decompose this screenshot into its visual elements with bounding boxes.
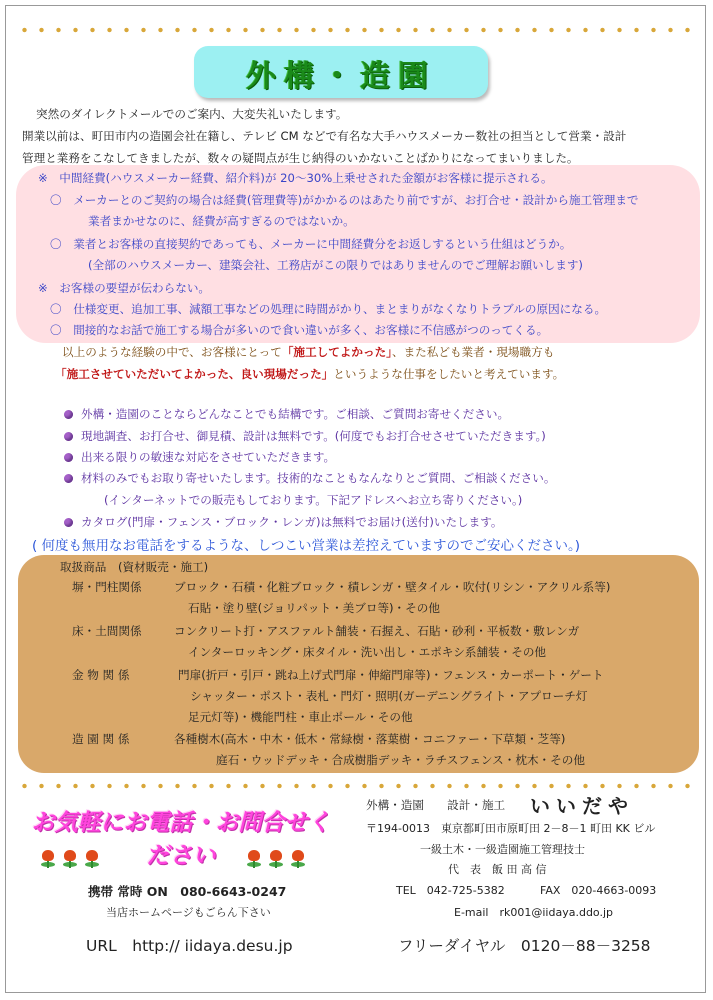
homepage-url[interactable]: URL http:// iidaya.desu.jp <box>86 937 293 955</box>
experience-quote-1: 「施工してよかった」 <box>281 345 392 359</box>
concern-1b: 〇 業者とお客様の直接契約であっても、メーカーに中間経費分をお返しするという仕組はどうか。 <box>50 237 572 251</box>
point-2-text: 現地調査、お打合せ、御見積、設計は無料です。(何度でもお打合せさせていただきます。) <box>81 429 546 443</box>
products-heading: 取扱商品 (資材販売・施工) <box>60 560 209 574</box>
experience-text-1c: 、また私ども業者・現場職方も <box>391 345 555 359</box>
bullet-icon <box>64 453 73 462</box>
top-dotted-border <box>16 26 698 34</box>
homepage-note: 当店ホームページもごらん下さい <box>106 906 271 919</box>
tulip-icon <box>290 850 306 872</box>
intro-line-1: 突然のダイレクトメールでのご案内、大変失礼いたします。 <box>36 107 348 121</box>
point-3 <box>64 447 335 467</box>
bullet-icon <box>64 518 73 527</box>
category-items: インターロッキング・床タイル・洗い出し・エポキシ系舗装・その他 <box>188 645 547 659</box>
tulip-decoration <box>40 850 330 872</box>
experience-line-1 <box>62 342 554 362</box>
category-items: 石貼・塗り壁(ジョリパット・美ブロ等)・その他 <box>188 601 440 615</box>
company-prefix: 外構・造園 設計・施工 <box>366 798 506 812</box>
intro-line-2: 開業以前は、町田市内の造園会社在籍し、テレビ CM などで有名な大手ハウスメーカー数社の担当として営業・設計 <box>22 129 627 143</box>
call-us-text: お気軽にお電話・お問合せください <box>31 810 331 869</box>
point-1 <box>64 404 509 424</box>
point-3-text: 出来る限りの敏速な対応をさせていただきます。 <box>81 450 336 464</box>
category-items: シャッター・ポスト・表札・門灯・照明(ガーデニングライト・アプローチ灯 <box>190 689 588 703</box>
representative: 代 表 飯 田 高 信 <box>448 863 547 876</box>
concern-1a: 〇 メーカーとのご契約の場合は経費(管理費等)がかかるのはあたり前ですが、お打合せ・設計から施工管理まで <box>50 193 639 207</box>
experience-text-2b: というような仕事をしたいと考えています。 <box>333 367 565 381</box>
tulip-icon <box>268 850 284 872</box>
freedial-number: フリーダイヤル 0120－88－3258 <box>398 937 651 955</box>
intro-line-3: 管理と業務をこなしてきましたが、数々の疑問点が生じ納得のいかないことばかりになってまいりました。 <box>22 151 579 165</box>
experience-line-2 <box>55 364 564 384</box>
concern-2a: 〇 仕様変更、追加工事、減額工事などの処理に時間がかり、まとまりがなくなりトラブルの原因になる。 <box>50 302 607 316</box>
tulip-icon <box>246 850 262 872</box>
category-label: 塀・門柱関係 <box>72 580 142 594</box>
tulip-icon <box>40 850 56 872</box>
call-us-banner <box>28 804 334 869</box>
tel-number: TEL 042-725-5382 <box>396 884 505 897</box>
category-label: 金 物 関 係 <box>72 668 130 682</box>
qualification: 一級土木・一級造園施工管理技士 <box>420 843 585 856</box>
point-4-text: 材料のみでもお取り寄せいたします。技術的なこともなんなりとご質問、ご相談ください。 <box>81 471 556 485</box>
mobile-phone: 携帯 常時 ON 080-6643-0247 <box>88 884 287 899</box>
tulip-icon <box>84 850 100 872</box>
concern-1b-note: (全部のハウスメーカー、建築会社、工務店がこの限りではありませんのでご理解お願いします) <box>88 258 583 272</box>
bullet-icon <box>64 474 73 483</box>
category-items: 庭石・ウッドデッキ・合成樹脂デッキ・ラチスフェンス・枕木・その他 <box>216 753 585 767</box>
fax-number: FAX 020-4663-0093 <box>540 884 657 897</box>
tulip-icon <box>62 850 78 872</box>
experience-quote-2: 「施工させていただいてよかった、良い現場だった」 <box>55 367 334 381</box>
category-items: 各種樹木(高木・中木・低木・常緑樹・落葉樹・コニファー・下草類・芝等) <box>174 732 566 746</box>
title-banner <box>194 46 488 98</box>
experience-text-1a: 以上のような経験の中で、お客様にとって <box>62 345 282 359</box>
point-5 <box>64 512 503 532</box>
page-title: 外構・造園 <box>246 59 436 94</box>
point-5-text: カタログ(門扉・フェンス・ブロック・レンガ)は無料でお届け(送付)いたします。 <box>81 515 503 529</box>
point-2 <box>64 426 546 446</box>
concern-1: ※ 中間経費(ハウスメーカー経費、紹介料)が 20～30%上乗せされた金額がお客様に提示される。 <box>38 171 553 185</box>
company-address: 〒194-0013 東京都町田市原町田 2－8－1 町田 KK ビル <box>366 822 656 835</box>
category-items: ブロック・石積・化粧ブロック・積レンガ・壁タイル・吹付(リシン・アクリル系等) <box>174 580 611 594</box>
point-1-text: 外構・造園のことならどんなことでも結構です。ご相談、ご質問お寄せください。 <box>81 407 510 421</box>
bottom-dotted-border <box>16 782 698 790</box>
category-items: 足元灯等)・機能門柱・車止ポール・その他 <box>188 710 413 724</box>
category-items: 門扉(折戸・引戸・跳ね上げ式門扉・伸縮門扉等)・フェンス・カーポート・ゲート <box>178 668 604 682</box>
category-label: 造 園 関 係 <box>72 732 130 746</box>
category-label: 床・土間関係 <box>72 624 142 638</box>
concern-2b: 〇 間接的なお話で施工する場合が多いので食い違いが多く、お客様に不信感がつのってくる。 <box>50 323 549 337</box>
company-name: いいだや <box>530 794 634 818</box>
point-4 <box>64 468 555 488</box>
category-items: コンクリート打・アスファルト舗装・石握え、石貼・砂利・平板数・敷レンガ <box>174 624 580 638</box>
concern-1a-cont: 業者まかせなのに、経費が高すぎるのではないか。 <box>88 214 355 228</box>
bullet-icon <box>64 432 73 441</box>
bullet-icon <box>64 410 73 419</box>
email-address[interactable]: E-mail rk001@iidaya.ddo.jp <box>454 906 613 919</box>
products-box <box>18 555 699 773</box>
concern-2: ※ お客様の要望が伝わらない。 <box>38 281 211 295</box>
point-4-note: (インターネットでの販売もしております。下記アドレスへお立ち寄りください。) <box>104 493 523 507</box>
no-pushy-sales-notice: ( 何度も無用なお電話をするような、しつこい営業は差控えていますのでご安心ください。) <box>32 538 581 554</box>
